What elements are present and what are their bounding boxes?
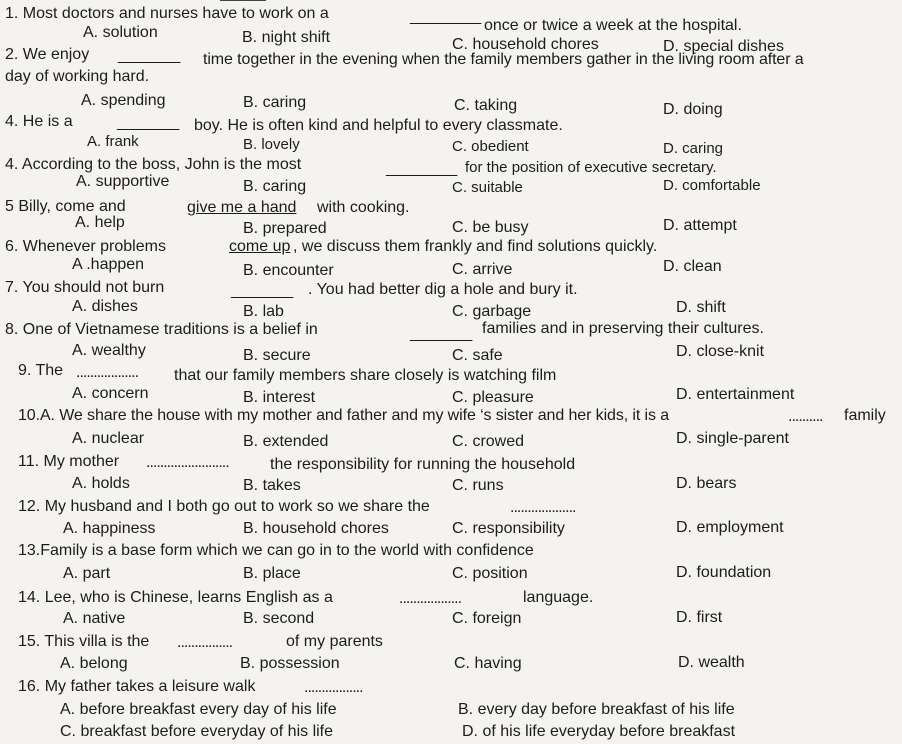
question-stem: , we discuss them frankly and find solutions quickly. (293, 238, 658, 255)
option-c: C. obedient (452, 138, 529, 155)
question-stem: 7. You should not burn (5, 279, 165, 296)
option-a: A. frank (87, 133, 139, 150)
question-stem: family (844, 407, 886, 424)
option-d: D. entertainment (676, 386, 795, 403)
option-a: A. before breakfast every day of his life (60, 701, 337, 718)
option-d: D. caring (663, 140, 724, 157)
option-d: D. doing (663, 101, 723, 118)
option-b: B. takes (243, 477, 301, 494)
option-d: D. foundation (676, 564, 772, 581)
question-stem: of my parents (286, 633, 383, 650)
top-rule (220, 0, 266, 1)
option-d: D. first (676, 609, 723, 626)
option-b: B. prepared (243, 220, 327, 237)
option-d: D. employment (676, 519, 784, 536)
answer-blank: ................. (304, 679, 363, 696)
option-c: C. crowed (452, 433, 525, 450)
option-a: A. native (63, 610, 126, 627)
option-d: D. attempt (663, 217, 737, 234)
option-b: B. interest (243, 389, 316, 406)
option-d: D. bears (676, 475, 737, 492)
question-stem: 8. One of Vietnamese traditions is a belief in (5, 321, 318, 338)
option-c: C. arrive (452, 261, 513, 278)
question-stem: 4. He is a (5, 113, 73, 130)
option-b: B. place (243, 565, 301, 582)
question-stem: time together in the evening when the family members gather in the living room after a (203, 51, 804, 68)
option-a: A. wealthy (72, 342, 146, 359)
question-stem: 10.A. We share the house with my mother and father and my wife ‘s sister and her kids, it is a (18, 407, 670, 424)
question-stem: once or twice a week at the hospital. (484, 17, 742, 34)
option-d: D. shift (676, 299, 726, 316)
option-d: D. close-knit (676, 343, 765, 360)
option-c: C. suitable (452, 179, 523, 196)
option-a: A. part (63, 565, 111, 582)
option-c: C. breakfast before everyday of his life (60, 723, 334, 740)
option-a: A. happiness (63, 520, 156, 537)
option-d: D. comfortable (663, 177, 761, 194)
option-b: B. second (243, 610, 315, 627)
question-stem: 12. My husband and I both go out to work so we share the (18, 498, 430, 515)
option-c: C. pleasure (452, 389, 534, 406)
option-a: A. help (75, 214, 125, 231)
option-c: C. responsibility (452, 520, 565, 537)
option-c: C. safe (452, 347, 503, 364)
question-stem: 16. My father takes a leisure walk (18, 678, 256, 695)
option-d: D. single-parent (676, 430, 789, 447)
answer-blank: _______ (410, 325, 473, 342)
option-d: D. wealth (678, 654, 745, 671)
question-stem: 14. Lee, who is Chinese, learns English as a (18, 589, 333, 606)
option-a: A. belong (60, 655, 128, 672)
option-c: C. be busy (452, 219, 529, 236)
option-c: C. household chores (452, 36, 599, 53)
option-a: A. spending (81, 92, 166, 109)
question-stem: the responsibility for running the household (270, 456, 576, 473)
question-stem: that our family members share closely is watching film (174, 367, 557, 384)
option-b: B. caring (243, 94, 307, 111)
answer-blank: ................... (510, 499, 576, 516)
underlined-phrase: give me a hand (187, 199, 297, 216)
answer-blank: .......... (788, 408, 823, 425)
question-stem: 4. According to the boss, John is the most (5, 156, 302, 173)
answer-blank: ________ (386, 160, 458, 177)
question-stem: 2. We enjoy (5, 46, 90, 63)
option-d: D. of his life everyday before breakfast (462, 723, 736, 740)
option-b: B. secure (243, 347, 311, 364)
option-c: C. foreign (452, 610, 522, 627)
option-b: B. encounter (243, 262, 334, 279)
question-stem: 6. Whenever problems (5, 238, 166, 255)
option-c: C. taking (454, 97, 518, 114)
question-stem: 1. Most doctors and nurses have to work on a (5, 5, 329, 22)
answer-blank: .................. (399, 590, 462, 607)
question-stem: families and in preserving their cultures. (482, 320, 764, 337)
option-c: C. garbage (452, 303, 532, 320)
option-b: B. every day before breakfast of his life (458, 701, 735, 718)
option-a: A. supportive (76, 173, 170, 190)
option-b: B. lab (243, 303, 284, 320)
underlined-phrase: come up (229, 238, 291, 255)
option-a: A. holds (72, 475, 130, 492)
question-stem: for the position of executive secretary. (465, 159, 717, 176)
option-d: D. clean (663, 258, 722, 275)
option-d: D. special dishes (663, 38, 784, 55)
option-a: A .happen (72, 256, 145, 273)
option-b: B. caring (243, 178, 307, 195)
option-c: C. having (454, 655, 522, 672)
question-stem: boy. He is often kind and helpful to every classmate. (194, 117, 563, 134)
option-c: C. position (452, 565, 528, 582)
option-b: B. extended (243, 433, 329, 450)
question-stem: 9. The (18, 362, 64, 379)
question-stem: 15. This villa is the (18, 633, 150, 650)
answer-blank: ________ (410, 8, 482, 25)
question-stem: 5 Billy, come and (5, 198, 126, 215)
option-a: A. solution (83, 24, 158, 41)
answer-blank: _______ (231, 282, 294, 299)
answer-blank: ........................ (146, 454, 229, 471)
question-stem: 13.Family is a base form which we can go in to the world with confidence (18, 542, 534, 559)
option-a: A. dishes (72, 298, 138, 315)
answer-blank: _______ (118, 47, 181, 64)
question-stem: 11. My mother (18, 453, 120, 470)
option-a: A. concern (72, 385, 149, 402)
question-stem: with cooking. (317, 199, 410, 216)
option-b: B. household chores (243, 520, 389, 537)
option-b: B. lovely (243, 136, 300, 153)
option-c: C. runs (452, 477, 504, 494)
question-stem: . You had better dig a hole and bury it. (308, 281, 578, 298)
question-stem: day of working hard. (5, 68, 150, 85)
option-b: B. night shift (242, 29, 331, 46)
answer-blank: .................. (76, 364, 139, 381)
answer-blank: _______ (117, 114, 180, 131)
answer-blank: ................ (177, 634, 233, 651)
option-b: B. possession (240, 655, 340, 672)
option-a: A. nuclear (72, 430, 145, 447)
question-stem: language. (523, 589, 594, 606)
